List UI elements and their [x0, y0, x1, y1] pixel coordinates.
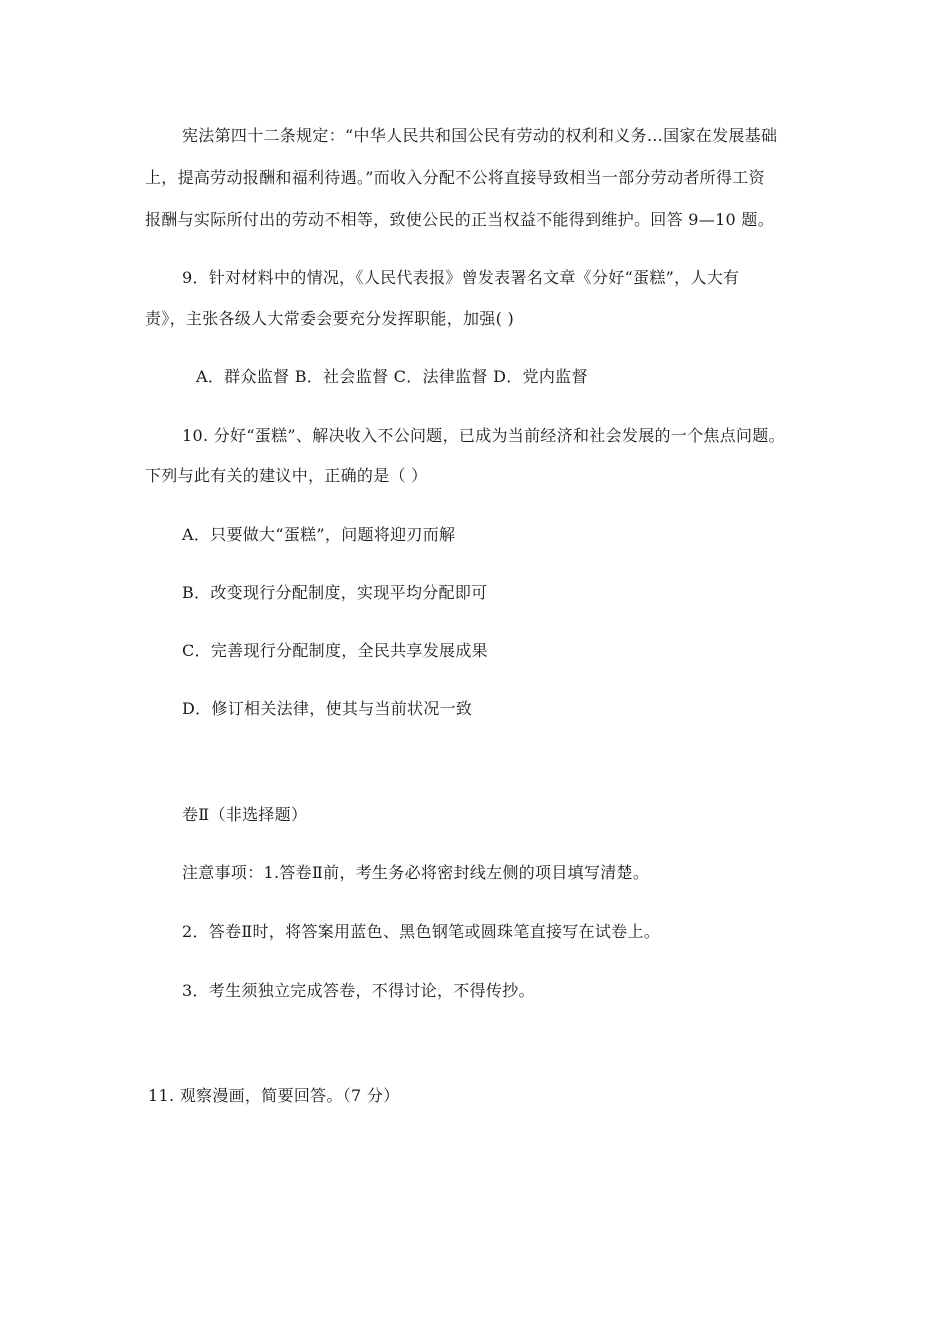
question-9-options: A．群众监督 B．社会监督 C．法律监督 D．党内监督	[196, 367, 588, 386]
question-9-stem-line-2: 责》，主张各级人大常委会要充分发挥职能，加强( )	[145, 309, 515, 328]
question-10-stem-line-1: 10. 分好“蛋糕”、解决收入不公问题，已成为当前经济和社会发展的一个焦点问题。	[182, 426, 785, 445]
question-10-stem-line-2: 下列与此有关的建议中，正确的是（ ）	[145, 466, 428, 485]
passage-line-2: 上，提高劳动报酬和福利待遇。”而收入分配不公将直接导致相当一部分劳动者所得工资	[145, 168, 765, 187]
part-2-note-3: 3．考生须独立完成答卷，不得讨论，不得传抄。	[182, 981, 535, 1000]
question-10-option-b: B．改变现行分配制度，实现平均分配即可	[182, 583, 488, 602]
question-9-stem-line-1: 9．针对材料中的情况，《人民代表报》曾发表署名文章《分好“蛋糕”，人大有	[182, 268, 740, 287]
passage-line-1: 宪法第四十二条规定：“中华人民共和国公民有劳动的权利和义务…国家在发展基础	[182, 126, 778, 145]
question-11-stem: 11. 观察漫画，简要回答。（7 分）	[148, 1086, 400, 1105]
passage-line-3: 报酬与实际所付出的劳动不相等，致使公民的正当权益不能得到维护。回答 9—10 题。	[145, 210, 775, 229]
part-2-note-1: 注意事项：1.答卷Ⅱ前，考生务必将密封线左侧的项目填写清楚。	[182, 863, 650, 882]
part-2-note-2: 2．答卷Ⅱ时，将答案用蓝色、黑色钢笔或圆珠笔直接写在试卷上。	[182, 922, 661, 941]
question-10-option-c: C．完善现行分配制度，全民共享发展成果	[182, 641, 488, 660]
part-2-heading: 卷Ⅱ（非选择题）	[182, 805, 308, 824]
question-10-option-a: A．只要做大“蛋糕”，问题将迎刃而解	[182, 525, 456, 544]
question-10-option-d: D．修订相关法律，使其与当前状况一致	[182, 699, 473, 718]
